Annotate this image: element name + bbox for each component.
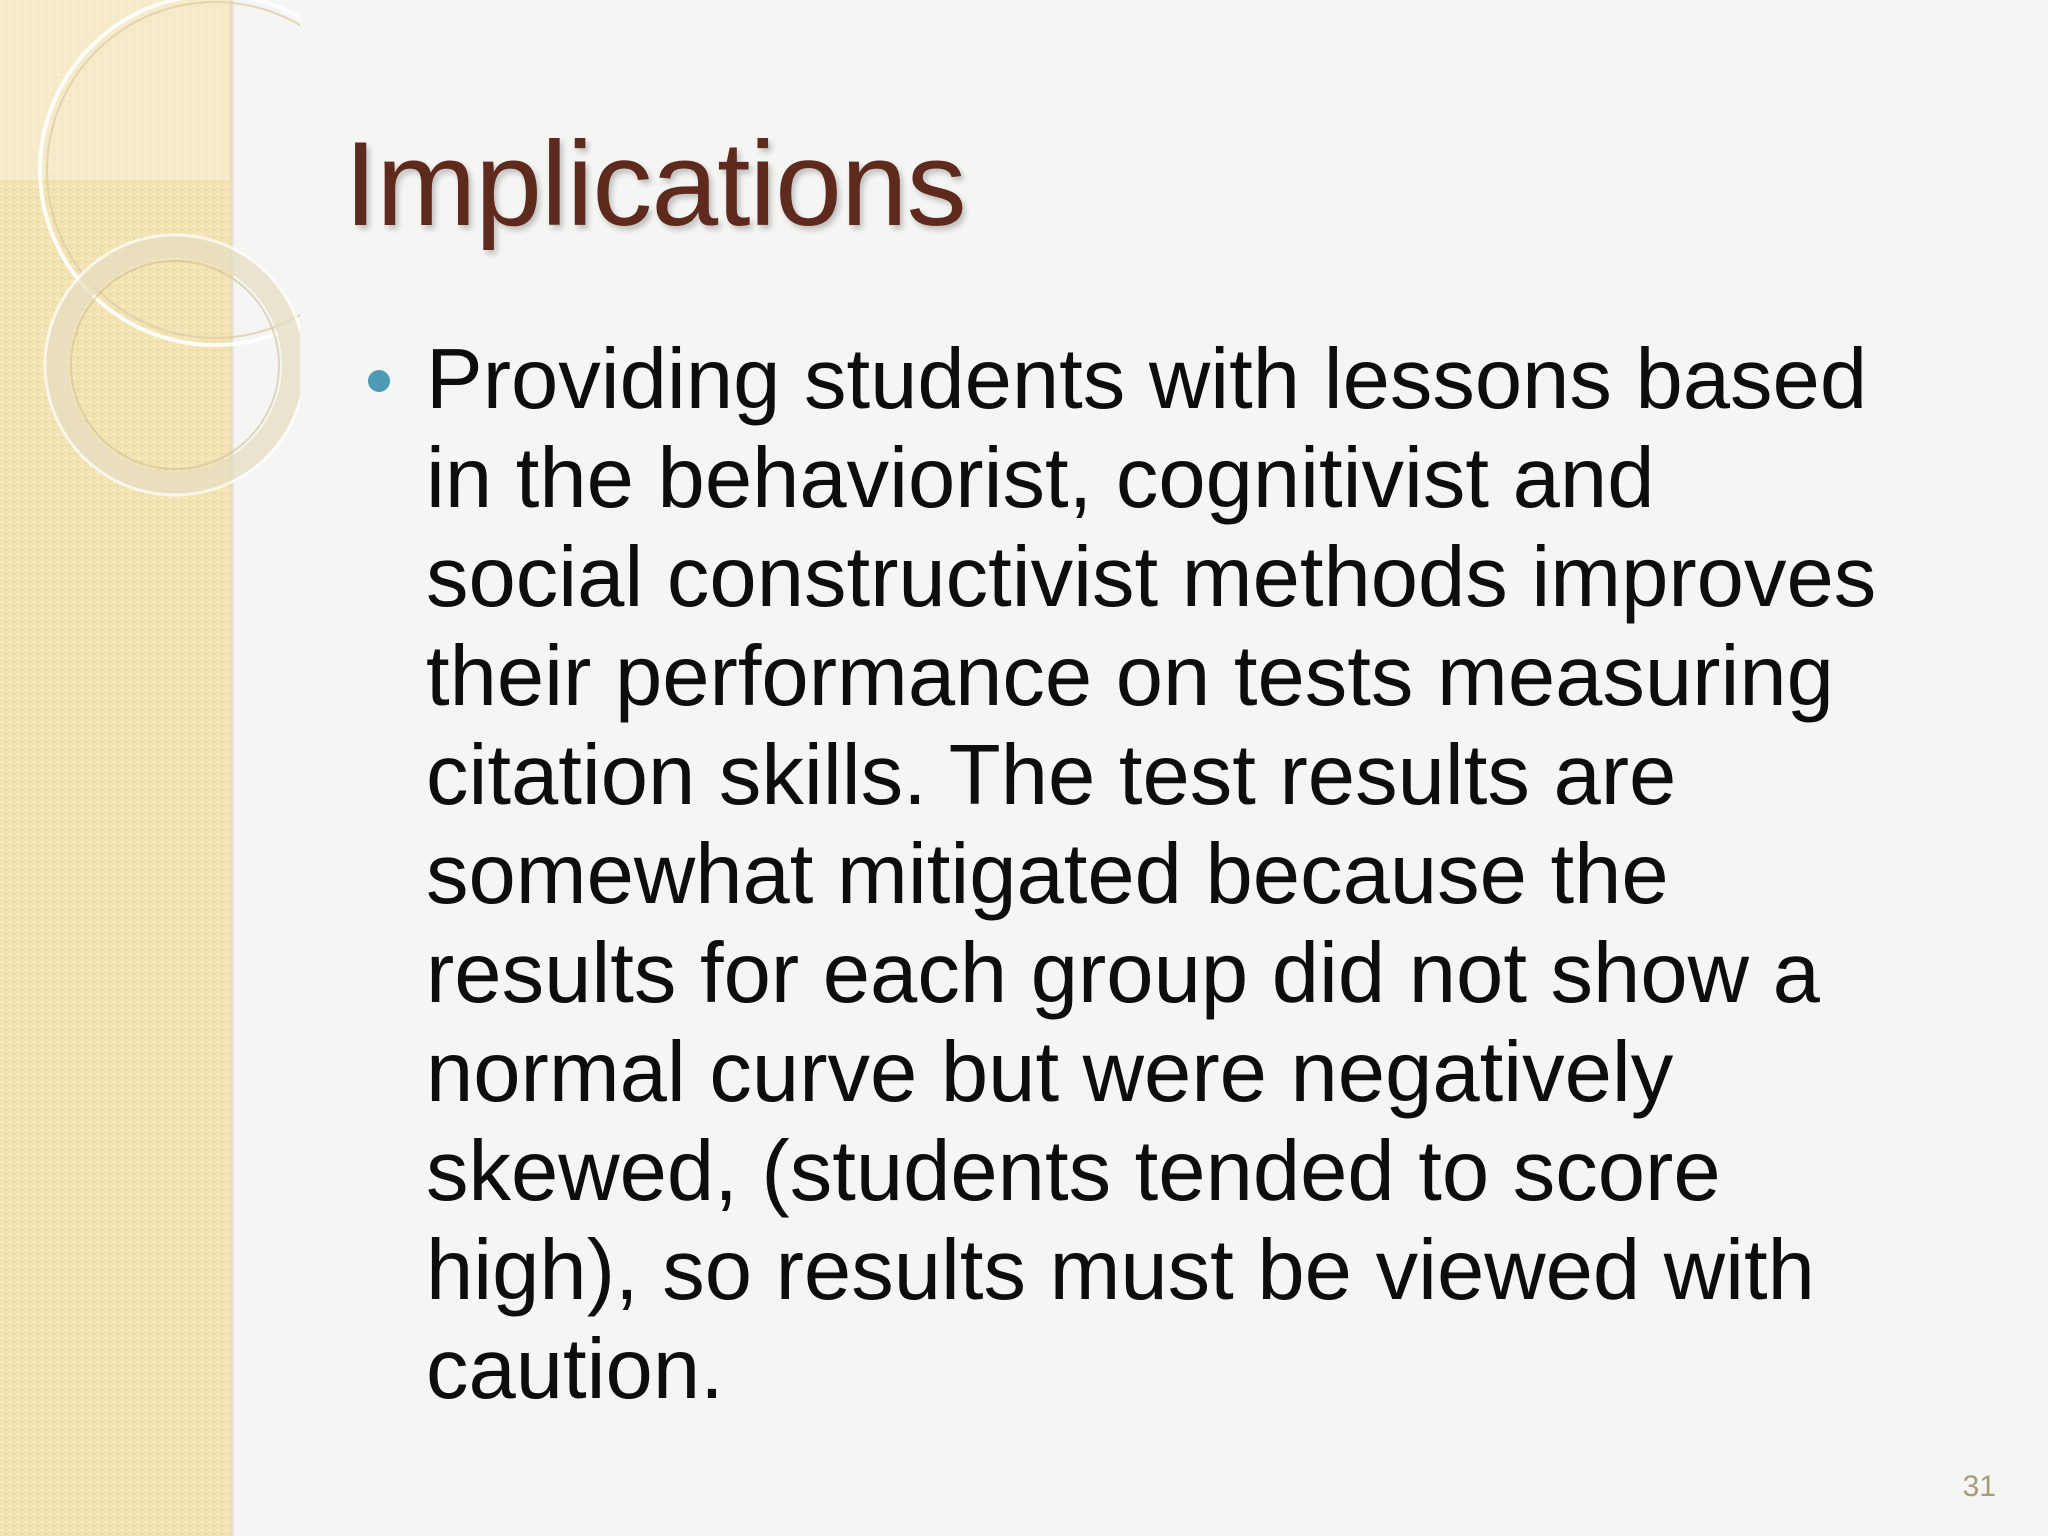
bullet-text-line: citation skills. The test results are: [426, 728, 1677, 823]
bullet-text-line: normal curve but were negatively: [426, 1025, 1674, 1120]
bullet-item: [360, 330, 2000, 1419]
bullet-text-line: Providing students with lessons based: [426, 332, 1868, 427]
decorative-rings-graphic: [0, 0, 300, 520]
bullet-text-line: social constructivist methods improves: [426, 530, 1877, 625]
bullet-text-line: high), so results must be viewed with: [426, 1223, 1815, 1318]
bullet-list: [360, 330, 2000, 1419]
bullet-text-line: caution.: [426, 1322, 724, 1417]
bullet-text-line: results for each group did not show a: [426, 926, 1820, 1021]
bullet-text-line: their performance on tests measuring: [426, 629, 1834, 724]
page-number: 31: [1962, 1470, 1996, 1503]
bullet-text-line: in the behaviorist, cognitivist and: [426, 431, 1655, 526]
bullet-text-line: skewed, (students tended to score: [426, 1124, 1721, 1219]
bullet-dot-icon: [368, 370, 390, 392]
bullet-text-line: somewhat mitigated because the: [426, 827, 1669, 922]
slide-title: Implications: [344, 117, 966, 251]
